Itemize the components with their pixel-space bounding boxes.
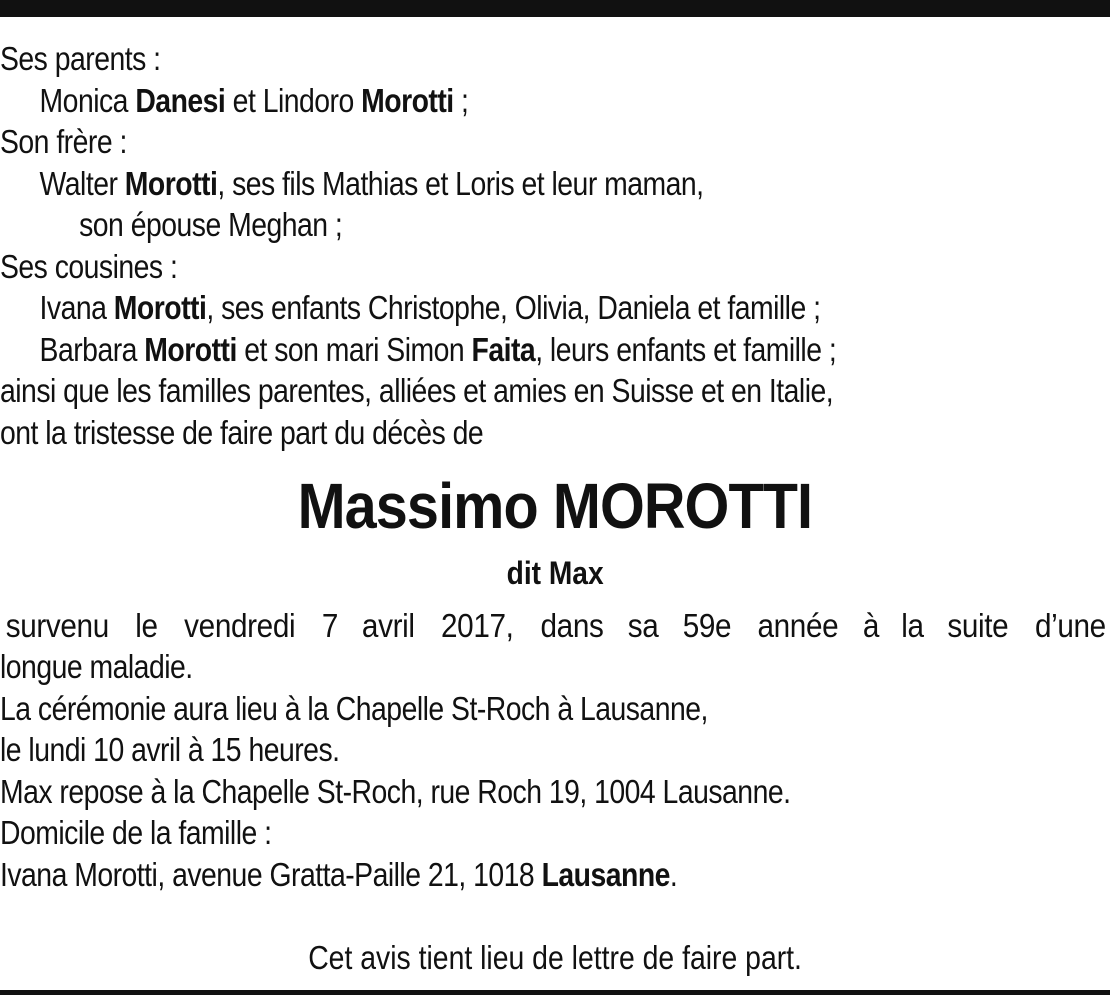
brother-line: Walter Morotti, ses fils Mathias et Loris et leur maman, — [39, 164, 704, 202]
death-word: avril — [361, 607, 415, 644]
death-word: sa — [627, 607, 659, 644]
death-word: à — [863, 607, 880, 644]
cousin1-line: Ivana Morotti, ses enfants Christophe, Olivia, Daniela et famille ; — [39, 289, 821, 326]
death-word: suite — [947, 607, 1009, 644]
deceased-nickname: dit Max — [506, 555, 604, 591]
deceased-name: Massimo MOROTTI — [297, 470, 813, 542]
repose-line: Max repose à la Chapelle St-Roch, rue Roch 19, 1004 Lausanne. — [0, 772, 791, 810]
domicile-heading: Domicile de la famille : — [0, 814, 272, 851]
domicile-line: Ivana Morotti, avenue Gratta-Paille 21, 1018 Lausanne. — [0, 855, 678, 893]
death-word: vendredi — [184, 607, 296, 644]
death-word: 7 — [322, 607, 339, 644]
ceremony-line-1: La cérémonie aura lieu à la Chapelle St-Roch à Lausanne, — [0, 689, 708, 727]
brother-heading: Son frère : — [0, 123, 127, 160]
closing-note: Cet avis tient lieu de lettre de faire part. — [308, 939, 802, 976]
cousin2-line: Barbara Morotti et son mari Simon Faita, leurs enfants et famille ; — [39, 330, 837, 368]
brother-wife-line: son épouse Meghan ; — [79, 206, 343, 243]
parents-heading: Ses parents : — [0, 40, 161, 77]
death-word: d’une — [1035, 607, 1106, 644]
others-line: ainsi que les familles parentes, alliées et amies en Suisse et en Italie, — [0, 372, 834, 409]
death-date-line — [0, 605, 1110, 646]
death-word: 2017, — [440, 607, 514, 644]
announce-line: ont la tristesse de faire part du décès de — [0, 413, 484, 451]
death-word: la — [900, 607, 924, 644]
family-block — [0, 38, 955, 453]
top-rule — [0, 0, 1110, 17]
bottom-rule — [0, 990, 1110, 995]
cousins-heading: Ses cousines : — [0, 247, 178, 285]
ceremony-line-2: le lundi 10 avril à 15 heures. — [0, 731, 340, 768]
death-word: survenu — [5, 607, 109, 644]
parents-line: Monica Danesi et Lindoro Morotti ; — [39, 81, 469, 119]
details-block — [0, 646, 955, 895]
death-word: le — [135, 607, 158, 644]
death-word: année — [757, 607, 839, 644]
death-line-2: longue maladie. — [0, 648, 193, 685]
death-word: dans — [540, 607, 604, 644]
death-word: 59e — [682, 607, 731, 644]
